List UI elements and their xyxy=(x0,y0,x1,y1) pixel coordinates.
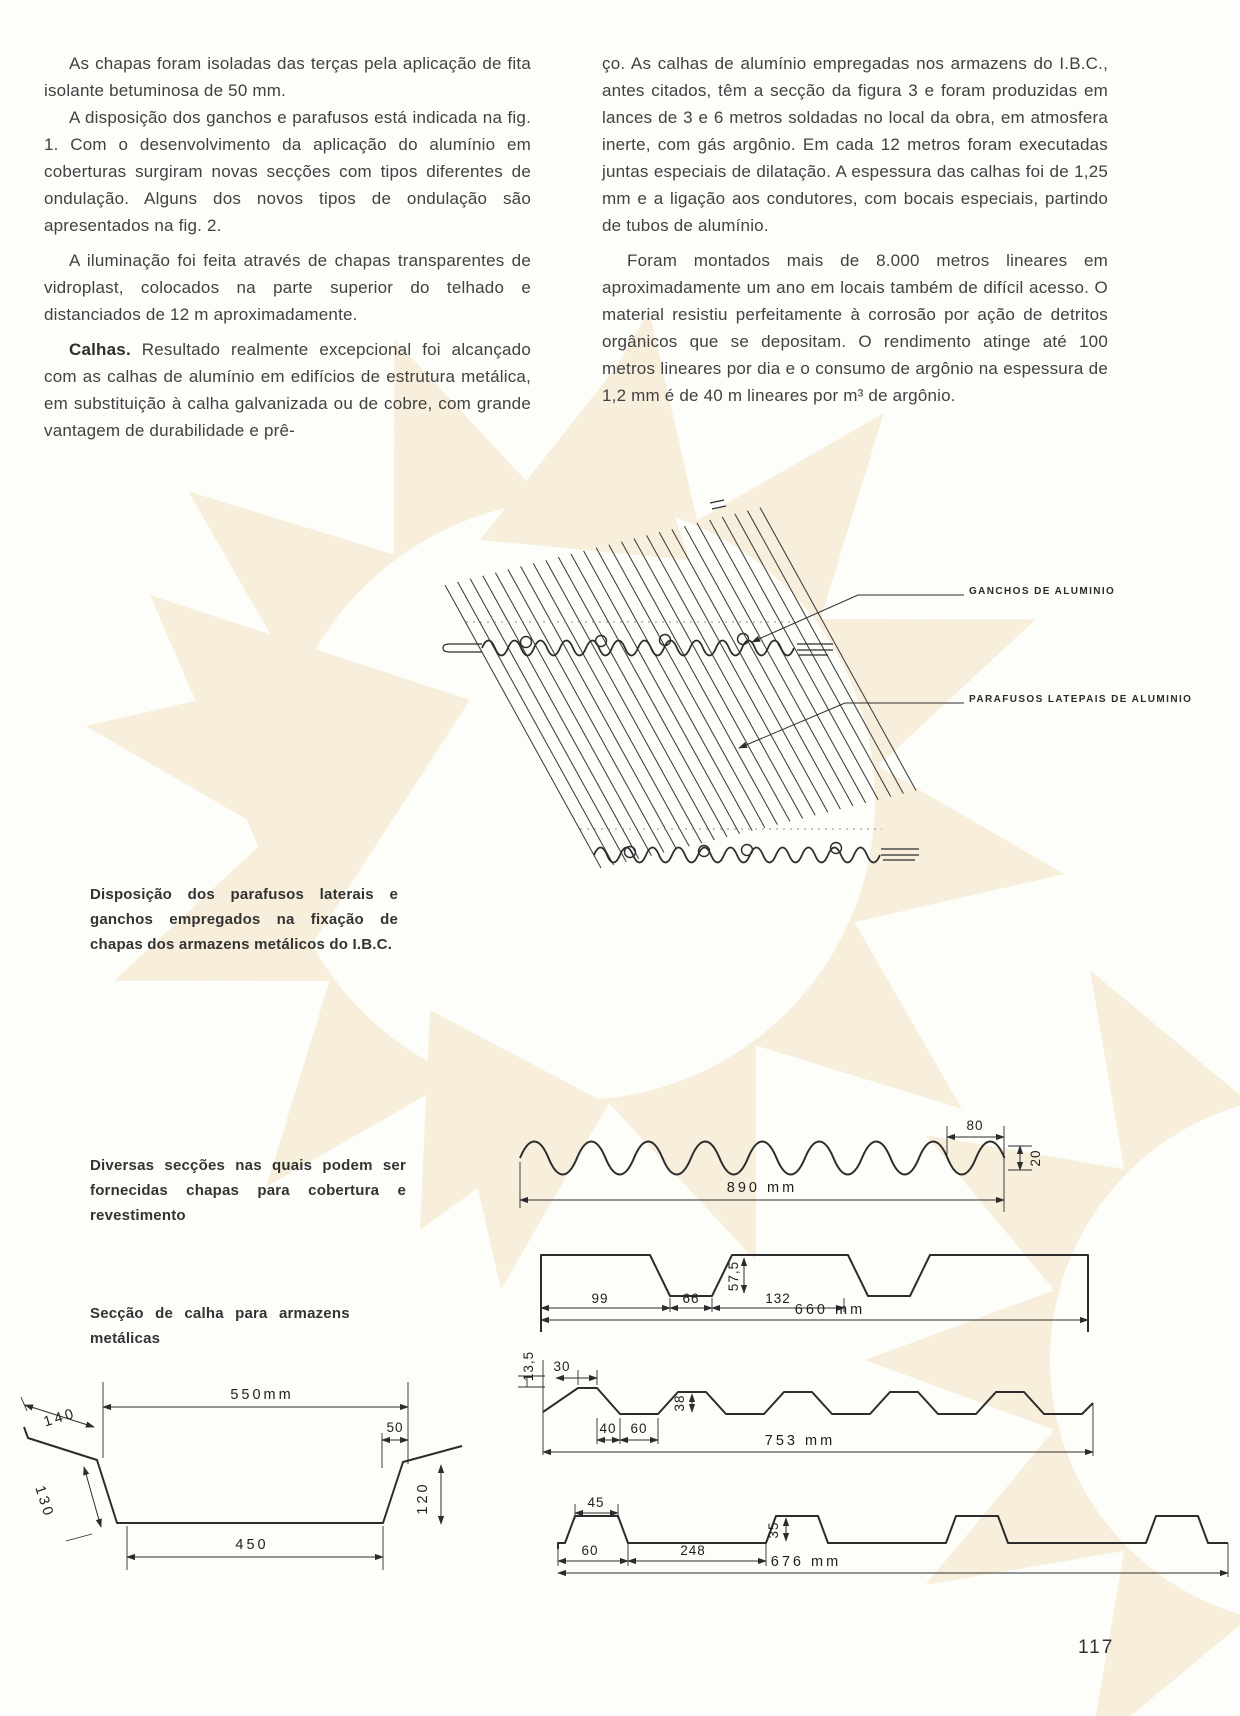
dim-66: 66 xyxy=(682,1291,700,1306)
caption-fig3: Secção de calha para armazens metálicas xyxy=(90,1305,350,1347)
paragraph: A disposição dos ganchos e parafusos está indicada na fig. 1. Com o desenvolvimento da aplicação do alumínio em coberturas surgiram novas secções com tipos diferentes de ondulação. Alguns dos novos tipos de ondulação são apresentados na fig. 2. xyxy=(44,108,531,235)
profile-sinusoidal xyxy=(520,1118,1043,1212)
dim-top-550mm: 550mm xyxy=(230,1387,294,1403)
dim-total-890mm: 890 mm xyxy=(726,1180,798,1196)
dim-crest-45: 45 xyxy=(587,1495,605,1510)
dim-depth-20: 20 xyxy=(1028,1149,1043,1167)
profile-trapezoidal-660 xyxy=(541,1255,1088,1332)
dim-40: 40 xyxy=(599,1421,617,1436)
dim-99: 99 xyxy=(591,1291,609,1306)
dim-60b: 60 xyxy=(581,1543,599,1558)
gutter-section-figure xyxy=(21,1382,462,1570)
purlin-end xyxy=(443,644,482,652)
aluminum-hooks xyxy=(521,634,842,858)
caption-fig1: Disposição dos parafusos laterais e ganchos empregados na fixação de chapas dos armazens metálicos do I.B.C. xyxy=(90,886,398,953)
dim-total-660mm: 660 mm xyxy=(794,1302,866,1318)
paragraph-calhas: Calhas. Resultado realmente excepcional foi alcançado com as calhas de alumínio em edifícios de estrutura metálica, em substituição à calha galvanizada ou de cobre, com grande vantagem de durabilidade e prê- xyxy=(44,340,531,440)
dim-side-130: 130 xyxy=(31,1483,57,1521)
dim-bottom-450: 450 xyxy=(235,1537,269,1553)
profile-ribbed-676 xyxy=(558,1495,1228,1577)
corrugated-sheet-lines xyxy=(445,508,916,869)
dim-flange-140: 140 xyxy=(41,1405,79,1431)
dim-pitch-80: 80 xyxy=(966,1118,984,1133)
dim-total-753mm: 753 mm xyxy=(764,1433,836,1449)
paragraph: A iluminação foi feita através de chapas transparentes de vidroplast, colocados na parte superior do telhado e distanciados de 12 m aproximadamente. xyxy=(44,251,531,324)
page-number: 117 xyxy=(1078,1637,1115,1658)
dim-height-38: 38 xyxy=(672,1394,687,1412)
dim-side-120: 120 xyxy=(415,1481,431,1515)
dim-height-35: 35 xyxy=(766,1521,781,1539)
roof-figure xyxy=(443,500,964,868)
dim-height-57-5: 57,5 xyxy=(726,1260,741,1292)
dim-flange-50: 50 xyxy=(386,1420,404,1435)
paragraph: As chapas foram isoladas das terças pela aplicação de fita isolante betuminosa de 50 mm. xyxy=(44,54,531,100)
dim-248: 248 xyxy=(680,1543,706,1558)
dim-lip-13-5: 13,5 xyxy=(521,1350,536,1382)
dim-60: 60 xyxy=(630,1421,648,1436)
caption-fig2: Diversas secções nas quais podem ser fornecidas chapas para cobertura e revestimento xyxy=(90,1157,406,1224)
label-parafusos-laterais: PARAFUSOS LATEPAIS DE ALUMINIO xyxy=(969,694,1193,705)
dim-132: 132 xyxy=(765,1291,791,1306)
dim-lip-30: 30 xyxy=(553,1359,571,1374)
dim-total-676mm: 676 mm xyxy=(770,1554,842,1570)
label-ganchos-de-aluminio: GANCHOS DE ALUMINIO xyxy=(969,586,1116,597)
profile-trapezoidal-753 xyxy=(518,1351,1093,1456)
paragraph: Foram montados mais de 8.000 metros lineares em aproximadamente um ano em locais também de difícil acesso. O material resistiu perfeitamente à corrosão por ação de detritos orgânicos que se depositam. O rendimento atinge até 100 metros lineares por dia e o consumo de argônio na espessura de 1,2 mm é de 40 m lineares por m³ de argônio. xyxy=(602,251,1108,405)
run-in-heading: Calhas. xyxy=(69,340,131,359)
paragraph: ço. As calhas de alumínio empregadas nos armazens do I.B.C., antes citados, têm a secção da figura 3 e foram produzidas em lances de 3 e 6 metros soldadas no local da obra, em atmosfera inerte, com gás argônio. Em cada 12 metros foram executadas juntas especiais de dilatação. A espessura das calhas foi de 1,25 mm e a ligação aos condutores, com bocais especiais, partindo de tubos de alumínio. xyxy=(602,54,1108,235)
